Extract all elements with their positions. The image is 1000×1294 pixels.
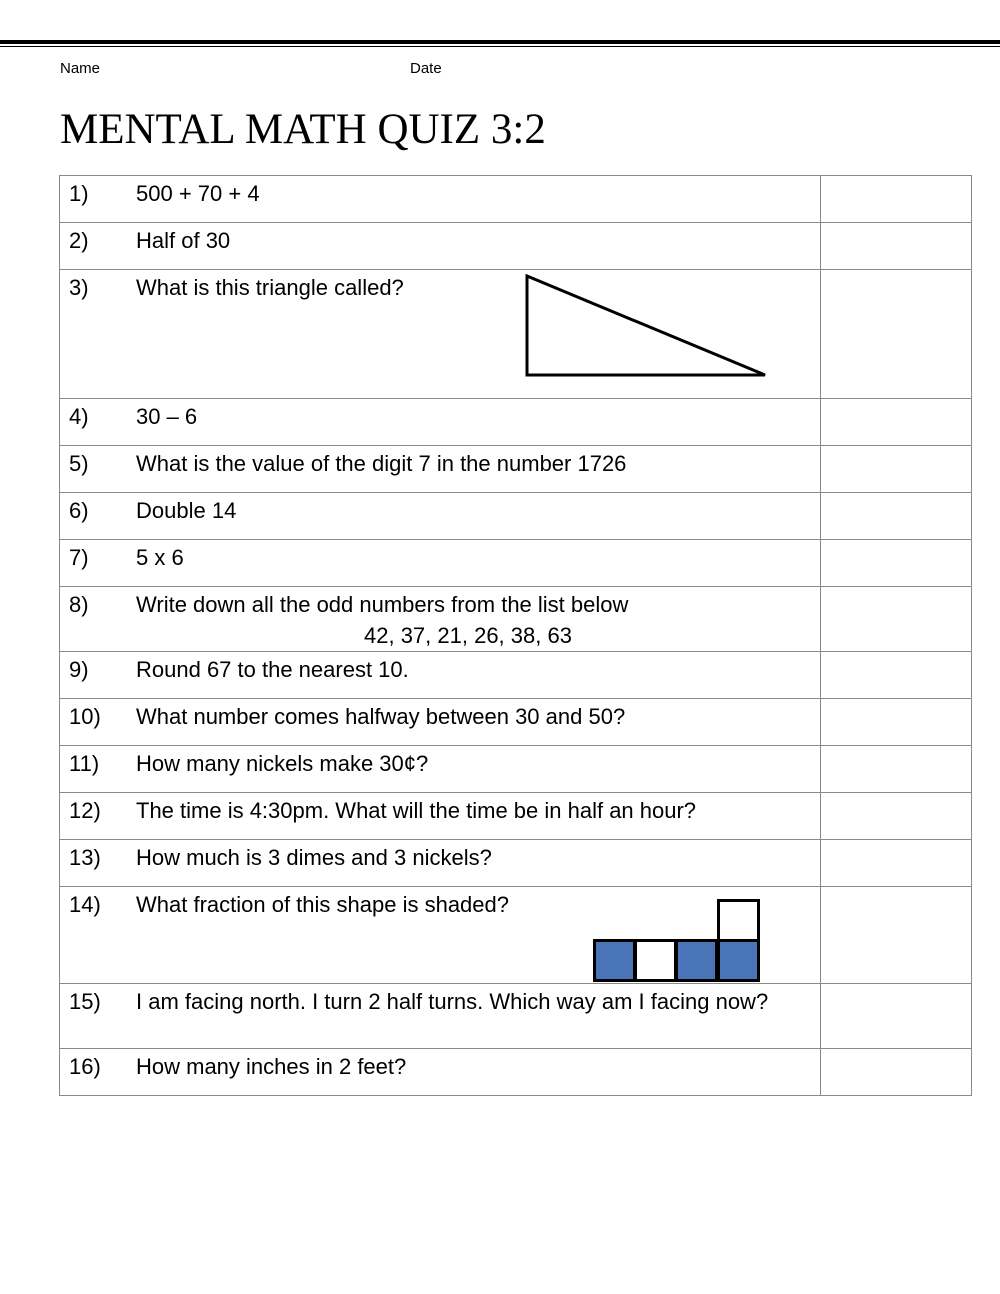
question-row-4 — [60, 399, 972, 446]
question-row-14 — [60, 887, 972, 984]
question-text: What fraction of this shape is shaded? — [136, 892, 509, 917]
answer-box[interactable] — [821, 493, 972, 540]
question-number: 2) — [69, 228, 89, 253]
question-number: 15) — [69, 989, 101, 1014]
question-number: 1) — [69, 181, 89, 206]
answer-box[interactable] — [821, 984, 972, 1049]
answer-box[interactable] — [821, 587, 972, 652]
question-text: What is this triangle called? — [136, 275, 404, 300]
question-cell — [60, 984, 821, 1049]
question-row-3 — [60, 270, 972, 399]
question-text: Write down all the odd numbers from the list below — [136, 592, 629, 617]
answer-box[interactable] — [821, 840, 972, 887]
shape-square-shaded — [719, 941, 759, 981]
question-text: The time is 4:30pm. What will the time be in half an hour? — [136, 798, 697, 823]
quiz-table — [59, 175, 972, 1096]
question-text: What number comes halfway between 30 and 50? — [136, 704, 626, 729]
question-text: 500 + 70 + 4 — [136, 181, 260, 206]
question-text: How much is 3 dimes and 3 nickels? — [136, 845, 492, 870]
question-text: How many nickels make 30¢? — [136, 751, 429, 776]
question-cell — [60, 587, 821, 652]
question-number: 11) — [69, 751, 100, 776]
question-number: 14) — [69, 892, 101, 917]
question-number: 12) — [69, 798, 101, 823]
answer-box[interactable] — [821, 223, 972, 270]
answer-box[interactable] — [821, 1049, 972, 1096]
question-number: 16) — [69, 1054, 101, 1079]
question-number: 4) — [69, 404, 89, 429]
question-text: What is the value of the digit 7 in the number 1726 — [136, 451, 627, 476]
shape-square-shaded — [595, 941, 635, 981]
shape-square-unshaded — [636, 941, 676, 981]
answer-box[interactable] — [821, 540, 972, 587]
question-cell — [60, 840, 821, 887]
right-triangle-diagram — [525, 274, 771, 384]
question-number: 10) — [69, 704, 101, 729]
question-row-12 — [60, 793, 972, 840]
header-rule-thin — [0, 46, 1000, 47]
question-number: 8) — [69, 592, 89, 617]
question-cell — [60, 540, 821, 587]
question-number: 9) — [69, 657, 89, 682]
answer-box[interactable] — [821, 746, 972, 793]
question-cell — [60, 793, 821, 840]
answer-box[interactable] — [821, 176, 972, 223]
shape-square-top — [719, 901, 759, 941]
question-text: 30 – 6 — [136, 404, 198, 429]
shape-square-shaded — [677, 941, 717, 981]
question-cell — [60, 270, 821, 399]
question-cell — [60, 446, 821, 493]
question-cell — [60, 176, 821, 223]
question-cell — [60, 746, 821, 793]
answer-box[interactable] — [821, 652, 972, 699]
number-list: 42, 37, 21, 26, 38, 63 — [364, 623, 572, 648]
question-number: 6) — [69, 498, 89, 523]
page-title: MENTAL MATH QUIZ 3:2 — [60, 106, 546, 153]
question-row-7 — [60, 540, 972, 587]
question-row-6 — [60, 493, 972, 540]
name-label: Name — [60, 60, 101, 77]
question-cell — [60, 399, 821, 446]
question-row-8 — [60, 587, 972, 652]
answer-box[interactable] — [821, 399, 972, 446]
question-number: 13) — [69, 845, 101, 870]
question-row-13 — [60, 840, 972, 887]
question-row-16 — [60, 1049, 972, 1096]
question-text: Round 67 to the nearest 10. — [136, 657, 409, 682]
question-cell — [60, 1049, 821, 1096]
fraction-shape-diagram — [593, 899, 763, 985]
question-cell — [60, 223, 821, 270]
question-cell — [60, 493, 821, 540]
answer-box[interactable] — [821, 446, 972, 493]
question-number: 3) — [69, 275, 89, 300]
question-text: I am facing north. I turn 2 half turns. Which way am I facing now? — [136, 989, 769, 1014]
question-row-15 — [60, 984, 972, 1049]
question-text: How many inches in 2 feet? — [136, 1054, 407, 1079]
answer-box[interactable] — [821, 793, 972, 840]
question-text: 5 x 6 — [136, 545, 184, 570]
header-rule-thick — [0, 40, 1000, 44]
date-label: Date — [410, 60, 442, 77]
answer-box[interactable] — [821, 699, 972, 746]
question-number: 5) — [69, 451, 89, 476]
question-text: Double 14 — [136, 498, 237, 523]
question-cell — [60, 699, 821, 746]
answer-box[interactable] — [821, 270, 972, 399]
question-row-10 — [60, 699, 972, 746]
question-row-5 — [60, 446, 972, 493]
question-number: 7) — [69, 545, 89, 570]
question-row-11 — [60, 746, 972, 793]
question-text: Half of 30 — [136, 228, 231, 253]
question-row-9 — [60, 652, 972, 699]
question-row-1 — [60, 176, 972, 223]
question-cell — [60, 652, 821, 699]
question-cell — [60, 887, 821, 984]
question-row-2 — [60, 223, 972, 270]
answer-box[interactable] — [821, 887, 972, 984]
